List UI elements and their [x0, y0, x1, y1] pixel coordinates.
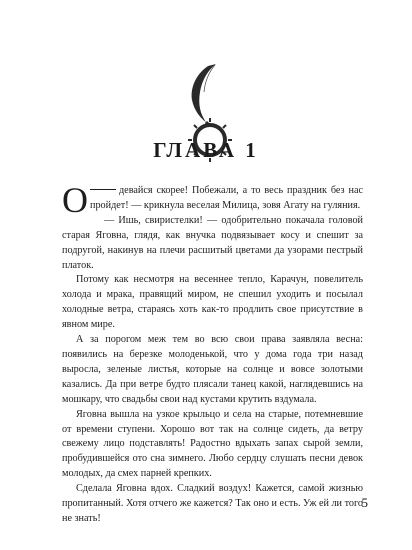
paragraph-5: Яговна вышла на узкое крыльцо и села на старые, потемневшие от времени ступени. Хорошо вот так на солнце сидеть, да ветру свежему лицо подставлять! Радостно вдыхать запах сырой земли, пробудившейся ото сна зимнего. Любо сердцу слушать песни девок молодых, да смех парней крепких.	[62, 408, 363, 480]
drop-cap: О	[62, 180, 88, 220]
em-dash	[90, 189, 116, 191]
paragraph-6: Сделала Яговна вдох. Сладкий воздух! Кажется, самой жизнью пропитанный. Хотя отчего же кажется? Так оно и есть. Уж ей ли того не знать!	[62, 483, 363, 524]
paragraph-2: — Ишь, свиристелки! — одобрительно покачала головой старая Яговна, глядя, как внучка подвязывает косу и спешит за подругой, накинув на плечи расшитый цветами да узорами пестрый платок.	[62, 214, 363, 271]
chapter-title: ГЛАВА 1	[153, 138, 259, 162]
chapter-body	[62, 180, 363, 527]
paragraph-1-text: девайся скорее! Побежали, а то весь праздник без нас пройдет! — крикнула веселая Милица, зовя Агату на гуляния.	[90, 185, 363, 211]
page-number: 5	[361, 495, 368, 510]
paragraph-1	[62, 180, 363, 220]
paragraph-4: А за порогом меж тем во всю свои права заявляла весна: появились на березке молоденькой, что у дома года три назад выросла, зеленые листья, которые на солнце и вовсе золотыми казались. Да при ветре будто плясали танец какой, наглядевшись на мошкару, что свадьбы свои над кустами крутить вздумала.	[62, 334, 363, 405]
paragraph-3: Потому как несмотря на весеннее тепло, Карачун, повелитель холода и мрака, правящий миром, не спешил уходить и посылал холодные ветра, стараясь хоть как-то продлить свое присутствие в явном мире.	[62, 274, 363, 331]
